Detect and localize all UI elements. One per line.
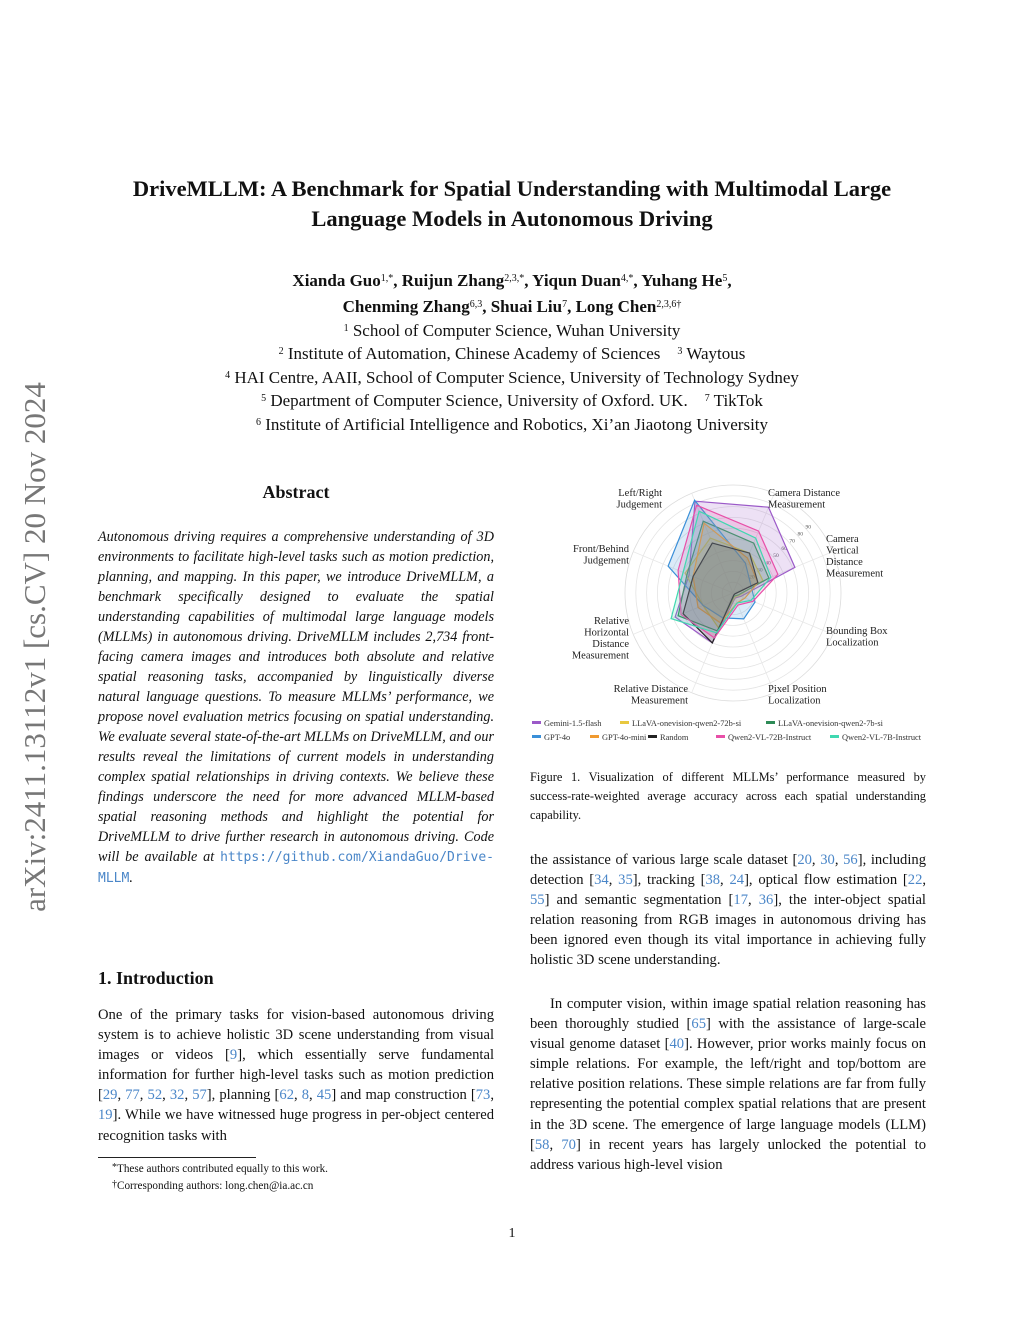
citation-link[interactable]: 73 (475, 1087, 491, 1104)
legend-label: GPT-4o (544, 733, 571, 742)
legend-swatch (532, 721, 541, 724)
author-line-1 (80, 268, 944, 294)
radial-tick-label: 30 (757, 567, 763, 574)
footnote: *These authors contributed equally to this work. (112, 1162, 328, 1175)
citation-link[interactable]: 56 (843, 852, 858, 868)
axis-label: Pixel Position Localization (768, 684, 827, 707)
legend-swatch (620, 721, 629, 724)
title-line-1: DriveMLLM: A Benchmark for Spatial Understanding with Multimodal Large (132, 176, 892, 201)
citation-link[interactable]: 58 (534, 1136, 550, 1153)
radial-tick-label: 50 (773, 553, 779, 560)
abstract-heading: Abstract (262, 482, 330, 502)
legend-label: Gemini-1.5-flash (544, 719, 602, 728)
affiliation: $^2$ Institute of Automation, Chinese Academy of Sciences $^3$ Waytous (278, 344, 746, 364)
legend-swatch (716, 735, 725, 738)
citation-link[interactable]: 45 (316, 1087, 332, 1104)
code-link[interactable]: https://github.com/XiandaGuo/Drive-MLLM (98, 850, 494, 886)
citation-link[interactable]: 29 (102, 1087, 118, 1104)
axis-label: Camera Distance Measurement (768, 488, 841, 511)
author-line-2 (80, 294, 944, 320)
citation-link[interactable]: 55 (530, 892, 545, 909)
radial-tick-label: 20 (749, 574, 755, 581)
legend-label: Qwen2-VL-7B-Instruct (842, 733, 922, 742)
affiliation: $^5$ Department of Computer Science, University of Oxford. UK. $^7$ TikTok (261, 391, 763, 411)
axis-label: Camera Vertical Distance Measurement (826, 534, 884, 580)
citation-link[interactable]: 38 (705, 872, 721, 889)
citation-link[interactable]: 8 (301, 1087, 310, 1104)
author: Chenming Zhang$^{6,3}$, (342, 297, 491, 316)
citation-link[interactable]: 34 (594, 872, 609, 889)
footnote: †Corresponding authors: long.chen@ia.ac.cn (112, 1179, 314, 1192)
legend-swatch (648, 735, 657, 738)
radial-tick-label: 90 (805, 524, 812, 531)
legend-swatch (532, 735, 541, 738)
citation-link[interactable]: 19 (98, 1107, 113, 1124)
citation-link[interactable]: 40 (669, 1036, 685, 1053)
axis-label: Relative Distance Measurement (613, 684, 688, 707)
footnote-divider (98, 1157, 256, 1158)
affiliation: $^1$ School of Computer Science, Wuhan University (343, 321, 681, 340)
citation-link[interactable]: 9 (229, 1047, 238, 1064)
citation-link[interactable]: 20 (797, 852, 812, 868)
axis-label: Front/Behind Judgement (572, 544, 629, 567)
axis-label: Left/Right Judgement (616, 488, 662, 511)
arxiv-identifier: arXiv:2411.13112v1 [cs.CV] 20 Nov 2024 (17, 382, 52, 912)
author: Yuhang He$^5$, (641, 271, 732, 290)
citation-link[interactable]: 57 (192, 1087, 207, 1104)
paper-title (80, 174, 944, 234)
affiliation: $^4$ HAI Centre, AAII, School of Computer Science, University of Technology Sydney (225, 367, 799, 387)
radial-tick-label: 80 (797, 531, 803, 538)
figure-caption: Figure 1. Visualization of different MLLMs’ performance measured by success-rate-weighted average accuracy across each spatial understanding capability. (530, 770, 926, 822)
radial-tick-label: 40 (765, 560, 771, 567)
legend-swatch (830, 735, 839, 738)
title-line-2: Language Models in Autonomous Driving (311, 206, 713, 231)
legend-label: LLaVA-onevision-qwen2-7b-si (778, 719, 883, 728)
author: Ruijun Zhang$^{2,3,*}$, (401, 271, 533, 290)
legend-label: Random (660, 733, 689, 742)
citation-link[interactable]: 36 (758, 892, 774, 909)
citation-link[interactable]: 22 (907, 872, 923, 889)
body-paragraph: In computer vision, within image spatial relation reasoning has been thoroughly studied [65] with the assistance of large-scale visual genome dataset [40]. However, prior works mainly focus on simple relations. For example, the left/right and top/bottom are relative position relations. These simple relations are far from fully representing the potential complex spatial relations that are present in the 3D scene. The emergence of large language models (LLM) [58, 70] in recent years has largely unlocked the potential to address various high-level vision (530, 996, 926, 1173)
body-paragraph: the assistance of various large scale dataset [20, 30, 56], including detection [34, 35], tracking [38, 24], optical flow estimation [22, 55] and semantic segmentation [17, 36], the inter-object spatial relation reasoning from RGB images in autonomous driving has been ignored even though its vital importance in achieving fully holistic 3D scene understanding. (530, 852, 927, 969)
affiliation: $^6$ Institute of Artificial Intelligence and Robotics, Xi’an Jiaotong University (255, 414, 769, 434)
citation-link[interactable]: 77 (125, 1087, 140, 1104)
footnotes (112, 1161, 328, 1195)
axis-label: Bounding Box Localization (826, 626, 888, 649)
radar-chart (520, 482, 940, 754)
legend-swatch (766, 721, 775, 724)
abstract-body: Autonomous driving requires a comprehensive understanding of 3D environments to facilitate high-level tasks such as motion prediction, planning, and mapping. In this paper, we introduce DriveMLLM, a benchmark specifically designed to evaluate the spatial understanding capabilities of multimodal large language models (MLLMs) in autonomous driving. DriveMLLM includes 2,734 front-facing camera images and introduces both absolute and relative spatial reasoning tasks, accompanied by linguistically diverse natural language questions. To measure MLLMs’ performance, we propose novel evaluation metrics focusing on spatial understanding. We evaluate several state-of-the-art MLLMs on DriveMLLM, and our results reveal the limitations of current models in understanding complex spatial relationships in driving contexts. We believe these findings underscore the need for more advanced MLLM-based spatial reasoning methods and highlight the potential for DriveMLLM to drive further research in autonomous driving. Code will be available at https://github.com/XiandaGuo/Drive-MLLM. (98, 529, 494, 886)
legend-swatch (590, 735, 599, 738)
section-heading-introduction: 1. Introduction (98, 968, 214, 988)
radial-tick-label: 60 (781, 545, 787, 552)
citation-link[interactable]: 65 (691, 1016, 706, 1033)
author: Xianda Guo$^{1,*}$, (292, 271, 402, 290)
citation-link[interactable]: 52 (147, 1087, 163, 1104)
citation-link[interactable]: 17 (733, 892, 748, 909)
affiliation-list (80, 319, 944, 436)
radial-tick-label: 70 (789, 538, 795, 545)
citation-link[interactable]: 30 (820, 852, 835, 868)
legend-label: Qwen2-VL-72B-Instruct (728, 733, 812, 742)
citation-link[interactable]: 32 (169, 1087, 185, 1104)
page-number: 1 (508, 1226, 516, 1241)
author: Yiqun Duan$^{4,*}$, (532, 271, 642, 290)
intro-paragraph: One of the primary tasks for vision-based autonomous driving system is to achieve holistic 3D scene understanding from visual images or videos [9], which essentially serve fundamental information for further high-level tasks such as motion prediction [29, 77, 52, 32, 57], planning [62, 8, 45] and map construction [73, 19]. While we have witnessed huge progress in per-object centered recognition tasks with (98, 1007, 494, 1144)
citation-link[interactable]: 62 (279, 1087, 294, 1104)
legend-label: LLaVA-onevision-qwen2-72b-si (632, 719, 742, 728)
axis-label: Relative Horizontal Distance Measurement (571, 616, 629, 662)
citation-link[interactable]: 24 (729, 872, 745, 889)
citation-link[interactable]: 70 (561, 1136, 576, 1153)
legend-label: GPT-4o-mini (602, 733, 647, 742)
author: Long Chen$^{2,3,6\dagger}$ (575, 297, 682, 316)
author-list (80, 268, 944, 320)
citation-link[interactable]: 35 (618, 872, 633, 889)
author: Shuai Liu$^7$, (490, 297, 576, 316)
